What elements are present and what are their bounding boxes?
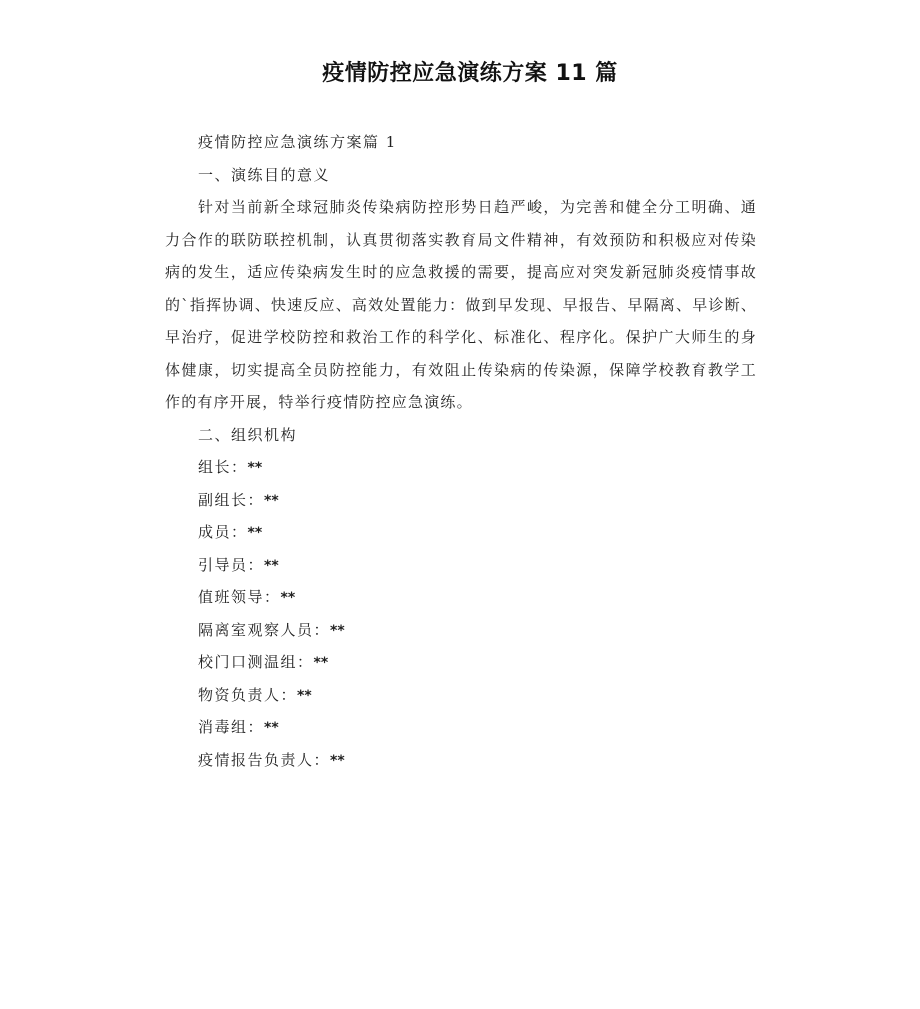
plan-subtitle: 疫情防控应急演练方案篇 1 bbox=[198, 133, 397, 151]
role-value: ** bbox=[264, 720, 279, 736]
role-item bbox=[165, 711, 757, 744]
role-item bbox=[165, 614, 757, 647]
purpose-paragraph: 针对当前新全球冠肺炎传染病防控形势日趋严峻，为完善和健全分工明确、通力合作的联防联控机制，认真贯彻落实教育局文件精神，有效预防和积极应对传染病的发生，适应传染病发生时的应急救援的需要，提高应对突发新冠肺炎疫情事故的`指挥协调、快速反应、高效处置能力：做到早发现、早报告、早隔离、早诊断、早治疗，促进学校防控和救治工作的科学化、标准化、程序化。保护广大师生的身体健康，切实提高全员防控能力，有效阻止传染病的传染源，保障学校教育教学工作的有序开展，特举行疫情防控应急演练。 bbox=[165, 198, 757, 411]
role-value: ** bbox=[264, 492, 279, 509]
role-value: ** bbox=[330, 622, 345, 639]
role-value: ** bbox=[247, 460, 263, 476]
role-label: 组长： bbox=[198, 458, 248, 476]
role-label: 值班领导： bbox=[198, 588, 281, 606]
role-item bbox=[165, 679, 757, 712]
role-label: 校门口测温组： bbox=[198, 653, 314, 671]
role-value: ** bbox=[264, 557, 279, 574]
role-item bbox=[165, 581, 757, 614]
document-body bbox=[165, 126, 757, 776]
role-item bbox=[165, 484, 757, 517]
role-item bbox=[165, 516, 757, 549]
document-title: 疫情防控应急演练方案 11 篇 bbox=[322, 61, 618, 86]
role-item bbox=[165, 549, 757, 582]
role-value: ** bbox=[280, 590, 296, 606]
role-label: 副组长： bbox=[198, 490, 265, 509]
role-label: 物资负责人： bbox=[198, 685, 298, 704]
role-item bbox=[165, 646, 757, 679]
role-list bbox=[165, 451, 757, 776]
role-label: 成员： bbox=[198, 523, 248, 541]
role-label: 隔离室观察人员： bbox=[198, 620, 331, 639]
section-heading-organization: 二、组织机构 bbox=[198, 425, 298, 444]
role-value: ** bbox=[247, 525, 263, 541]
role-label: 消毒组： bbox=[198, 718, 265, 736]
role-value: ** bbox=[313, 655, 329, 671]
role-item bbox=[165, 451, 757, 484]
role-label: 引导员： bbox=[198, 555, 265, 574]
role-item bbox=[165, 744, 757, 777]
section-heading-purpose: 一、演练目的意义 bbox=[198, 165, 331, 184]
role-value: ** bbox=[297, 687, 312, 704]
role-label: 疫情报告负责人： bbox=[198, 750, 331, 769]
role-value: ** bbox=[330, 752, 345, 769]
